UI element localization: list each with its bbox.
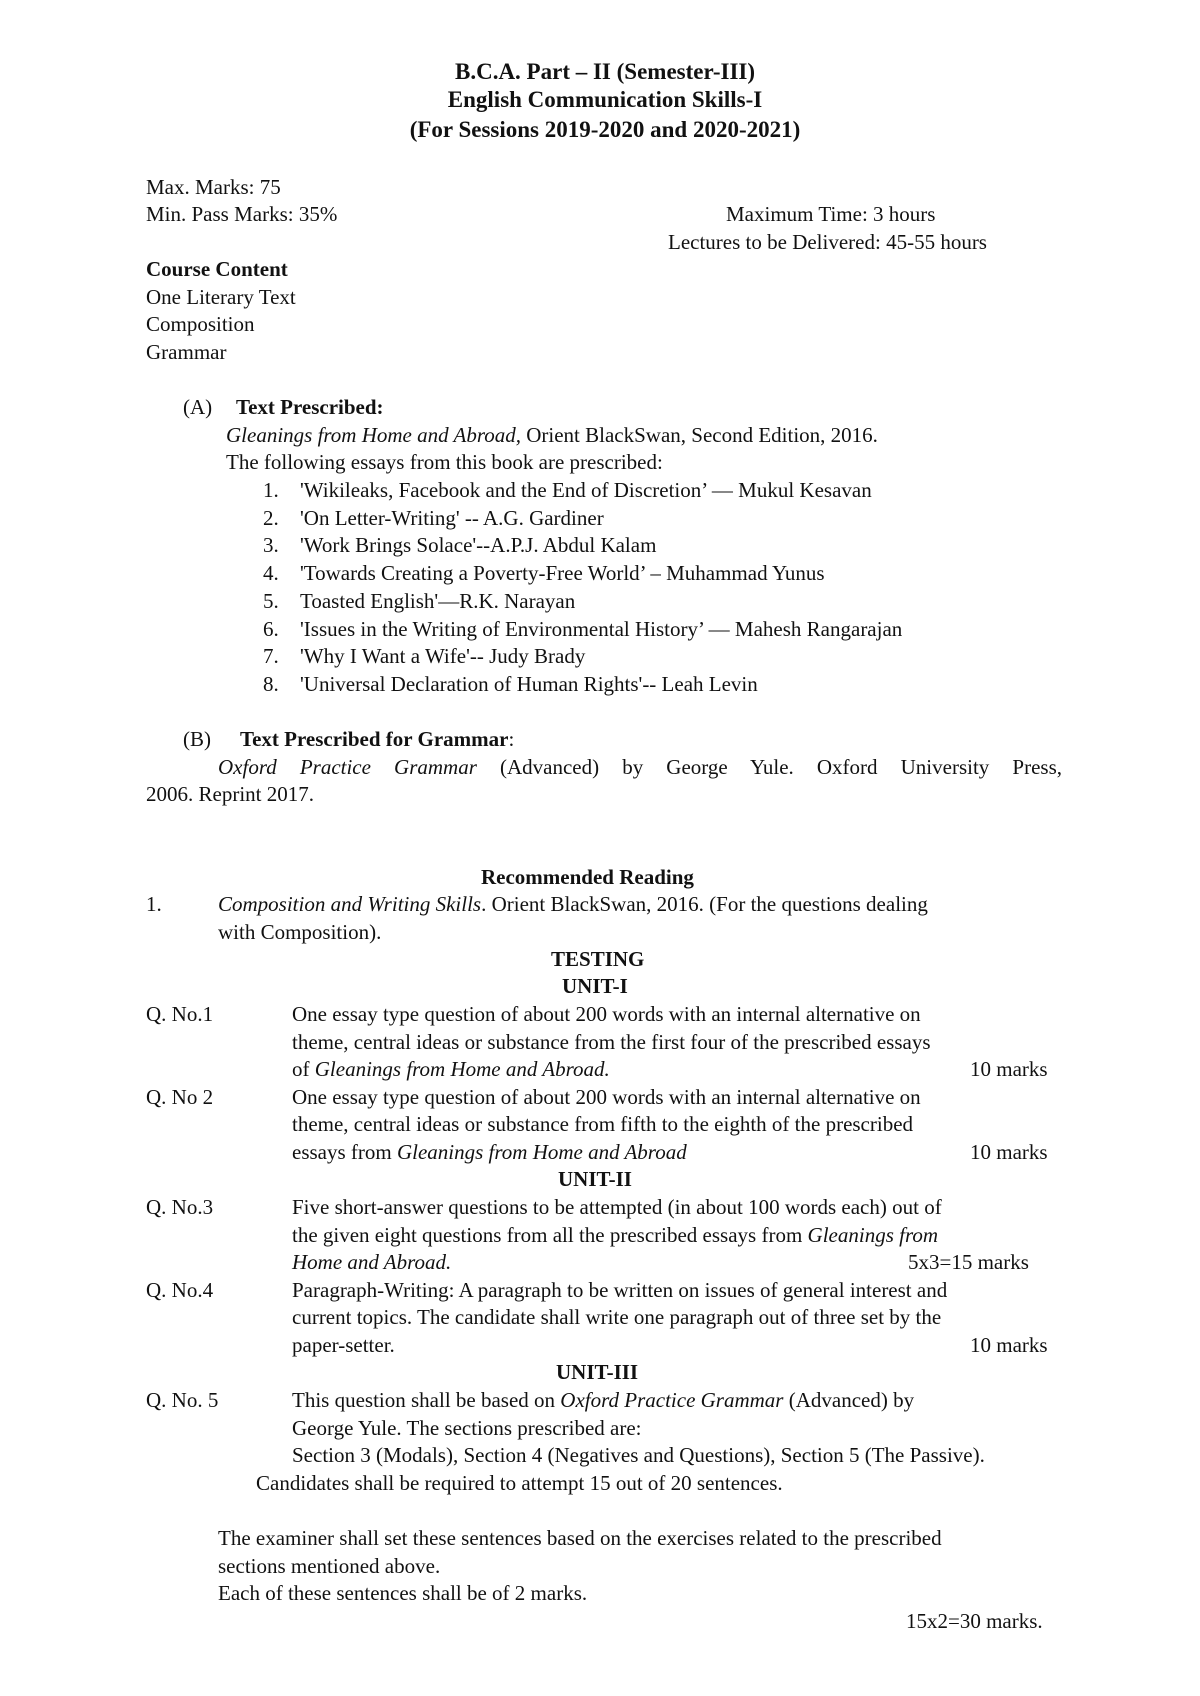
question-text-prefix: the given eight questions from all the prescribed essays from [292,1223,808,1247]
marks-note: Each of these sentences shall be of 2 marks. [218,1581,588,1605]
grammar-book-details: (Advanced) by George Yule. Oxford University Press, [476,755,1062,779]
examiner-note: sections mentioned above. [218,1554,441,1578]
essay-number: 1. [263,478,279,502]
section-a-heading: Text Prescribed: [236,395,384,419]
question-text: George Yule. The sections prescribed are: [292,1416,642,1440]
reading-line-2: with Composition). [218,920,382,944]
section-a-marker: (A) [183,395,213,419]
question-text: Five short-answer questions to be attempted (in about 100 words each) out of [292,1195,942,1219]
essay-number: 5. [263,589,279,613]
title-line-1: B.C.A. Part – II (Semester-III) [455,59,755,84]
essay-title: 'Wikileaks, Facebook and the End of Discretion’ — Mukul Kesavan [300,478,872,502]
question-marks: 10 marks [970,1140,1048,1164]
question-label: Q. No.3 [146,1195,214,1219]
essay-number: 7. [263,644,279,668]
essay-title: 'Towards Creating a Poverty-Free World’ – Muhammad Yunus [300,561,825,585]
reading-title: Composition and Writing Skills [218,892,482,916]
essay-title: 'Why I Want a Wife'-- Judy Brady [300,644,586,668]
question-text [292,1387,914,1415]
question-text [292,1056,610,1084]
question-text: paper-setter. [292,1333,395,1357]
section-b-heading: Text Prescribed for Grammar [240,727,509,751]
question-text: Section 3 (Modals), Section 4 (Negatives and Questions), Section 5 (The Passive). [292,1443,985,1467]
testing-heading: TESTING [551,947,645,971]
reading-details: . Orient BlackSwan, 2016. (For the questions dealing [481,892,928,916]
course-item: Composition [146,312,255,336]
course-content-heading: Course Content [146,257,288,281]
lectures-delivered: Lectures to be Delivered: 45-55 hours [668,230,987,254]
question-text: theme, central ideas or substance from the first four of the prescribed essays [292,1030,931,1054]
section-b-colon: : [508,727,515,751]
essay-title: 'Issues in the Writing of Environmental History’ — Mahesh Rangarajan [300,617,903,641]
question-book-title: Gleanings from Home and Abroad [396,1140,687,1164]
course-item: One Literary Text [146,285,296,309]
section-b-heading-line [240,726,514,754]
question-marks: 10 marks [970,1057,1048,1081]
max-time: Maximum Time: 3 hours [726,202,936,226]
question-text-prefix: of [292,1057,315,1081]
essay-number: 6. [263,617,279,641]
book-details: Orient BlackSwan, Second Edition, 2016. [520,423,878,447]
question-label: Q. No.1 [146,1002,214,1026]
reading-line-1 [218,891,928,919]
title-line-2: English Communication Skills-I [447,87,763,112]
section-a-intro: The following essays from this book are prescribed: [226,450,663,474]
section-a-book [226,422,878,450]
question-text: One essay type question of about 200 words with an internal alternative on [292,1002,921,1026]
unit-1-heading: UNIT-I [562,974,628,998]
question-text [292,1222,938,1250]
book-title: Gleanings from Home and Abroad, [226,423,521,447]
examiner-note: The examiner shall set these sentences based on the exercises related to the prescribed [218,1526,942,1550]
question-text: Paragraph-Writing: A paragraph to be written on issues of general interest and [292,1278,948,1302]
grammar-book-line-2: 2006. Reprint 2017. [146,782,314,806]
question-marks: 5x3=15 marks [908,1250,1029,1274]
question-label: Q. No 2 [146,1085,214,1109]
section-b-marker: (B) [183,727,211,751]
question-label: Q. No. 5 [146,1388,219,1412]
unit-3-heading: UNIT-III [556,1360,639,1384]
question-book-title: Home and Abroad. [292,1250,452,1274]
question-text: theme, central ideas or substance from fifth to the eighth of the prescribed [292,1112,914,1136]
essay-title: 'Universal Declaration of Human Rights'-- Leah Levin [300,672,758,696]
total-marks: 15x2=30 marks. [906,1609,1043,1633]
max-marks: Max. Marks: 75 [146,175,281,199]
essay-number: 2. [263,506,279,530]
essay-number: 3. [263,533,279,557]
question-book-title: Oxford Practice Grammar [560,1388,784,1412]
essay-title: 'On Letter-Writing' -- A.G. Gardiner [300,506,604,530]
question-label: Q. No.4 [146,1278,214,1302]
essay-title: Toasted English'—R.K. Narayan [300,589,576,613]
essay-title: 'Work Brings Solace'--A.P.J. Abdul Kalam [300,533,657,557]
title-line-3: (For Sessions 2019-2020 and 2020-2021) [409,117,801,142]
question-text [292,1139,687,1167]
essay-number: 8. [263,672,279,696]
question-text: One essay type question of about 200 words with an internal alternative on [292,1085,921,1109]
essay-number: 4. [263,561,279,585]
recommended-reading-heading: Recommended Reading [481,865,694,889]
question-text: Candidates shall be required to attempt 15 out of 20 sentences. [256,1471,783,1495]
question-marks: 10 marks [970,1333,1048,1357]
grammar-book-line-1 [218,754,1062,782]
grammar-book-title: Oxford Practice Grammar [218,755,477,779]
unit-2-heading: UNIT-II [558,1167,632,1191]
course-item: Grammar [146,340,227,364]
question-book-title: Gleanings from Home and Abroad. [314,1057,610,1081]
question-text-prefix: This question shall be based on [292,1388,561,1412]
question-book-title: Gleanings from [807,1223,939,1247]
question-text-prefix: essays from [292,1140,397,1164]
question-text-suffix: (Advanced) by [783,1388,915,1412]
question-text: current topics. The candidate shall write one paragraph out of three set by the [292,1305,942,1329]
reading-number: 1. [146,892,162,916]
min-pass-marks: Min. Pass Marks: 35% [146,202,338,226]
